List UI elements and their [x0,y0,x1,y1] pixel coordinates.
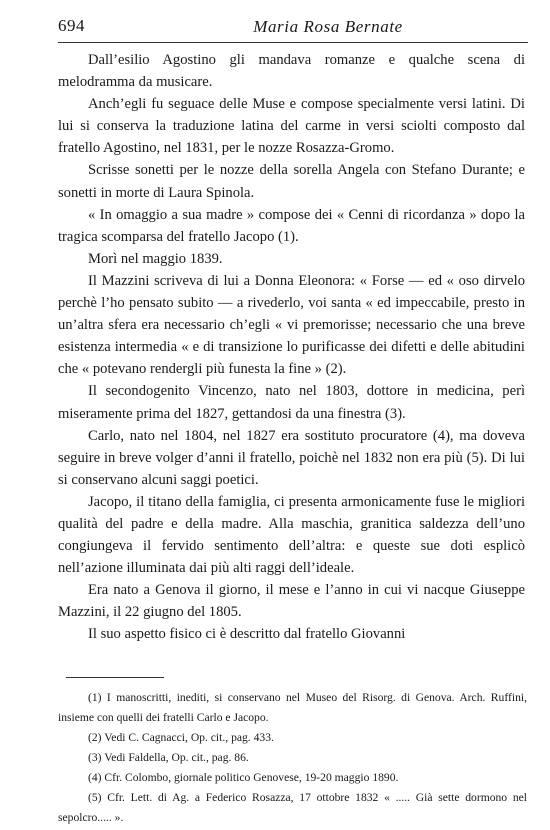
paragraph: Carlo, nato nel 1804, nel 1827 era sostituto procuratore (4), ma doveva seguire in breve volger d’anni il fratello, poichè nel 1832 non era più (5). Di lui si conservano alcuni saggi poetici. [58,427,525,488]
page-number: 694 [58,16,85,35]
page-header [58,12,528,38]
footnotes [58,688,527,828]
paragraph: Scrisse sonetti per le nozze della sorella Angela con Stefano Durante; e sonetti in morte di Laura Spinola. [58,162,525,201]
paragraph: Il Mazzini scriveva di lui a Donna Eleonora: « Forse — ed « oso dirvelo perchè l’ho pensato subito — a rivederlo, voi santa « ed impeccabile, presto in un’altra sfera era necessario ch’egli « vi premorisse; necessario che una breve esistenza intermedia « e di transizione lo purificasse dei difetti e delle abitudini che « potevano rendergli più funesta la fine » (2). [58,272,525,378]
running-title: Maria Rosa Bernate [253,17,403,36]
paragraph: Dall’esilio Agostino gli mandava romanze e qualche scena di melodramma da musicare. [58,52,525,91]
body-text [58,49,525,646]
paragraph: Anch’egli fu seguace delle Muse e compose specialmente versi latini. Di lui si conserva la traduzione latina del carme in versi sciolti composto dal fratello Agostino, nel 1831, per le nozze Rosazza-Gromo. [58,96,525,157]
paragraph: Morì nel maggio 1839. [88,250,223,267]
header-rule [58,42,528,43]
footnote: (5) Cfr. Lett. di Ag. a Federico Rosazza, 17 ottobre 1832 « ..... Già sette dormono nel sepolcro..... ». [58,791,527,824]
paragraph: Jacopo, il titano della famiglia, ci presenta armonicamente fuse le migliori qualità del padre e della madre. Alla maschia, granitica saldezza dell’uno congiungeva il fervido sentimento dell’altra: e queste sue doti esplicò nell’azione illuminata dai più alti raggi dell’ideale. [58,493,525,577]
footnote: (3) Vedi Faldella, Op. cit., pag. 86. [88,751,249,764]
footnote: (4) Cfr. Colombo, giornale politico Genovese, 19-20 maggio 1890. [88,771,399,784]
paragraph: Il suo aspetto fisico ci è descritto dal fratello Giovanni [88,626,406,643]
paragraph: Era nato a Genova il giorno, il mese e l’anno in cui vi nacque Giuseppe Mazzini, il 22 giugno del 1805. [58,582,525,621]
paragraph: Il secondogenito Vincenzo, nato nel 1803, dottore in medicina, perì miseramente prima del 1827, gettandosi da una finestra (3). [58,383,525,422]
footnote: (1) I manoscritti, inediti, si conservano nel Museo del Risorg. di Genova. Arch. Ruffini, insieme con quelli dei fratelli Carlo e Jacopo. [58,691,527,724]
footnote: (2) Vedi C. Cagnacci, Op. cit., pag. 433. [88,731,274,744]
footnote-rule [66,677,164,678]
paragraph: « In omaggio a sua madre » compose dei « Cenni di ricordanza » dopo la tragica scomparsa del fratello Jacopo (1). [58,206,525,245]
